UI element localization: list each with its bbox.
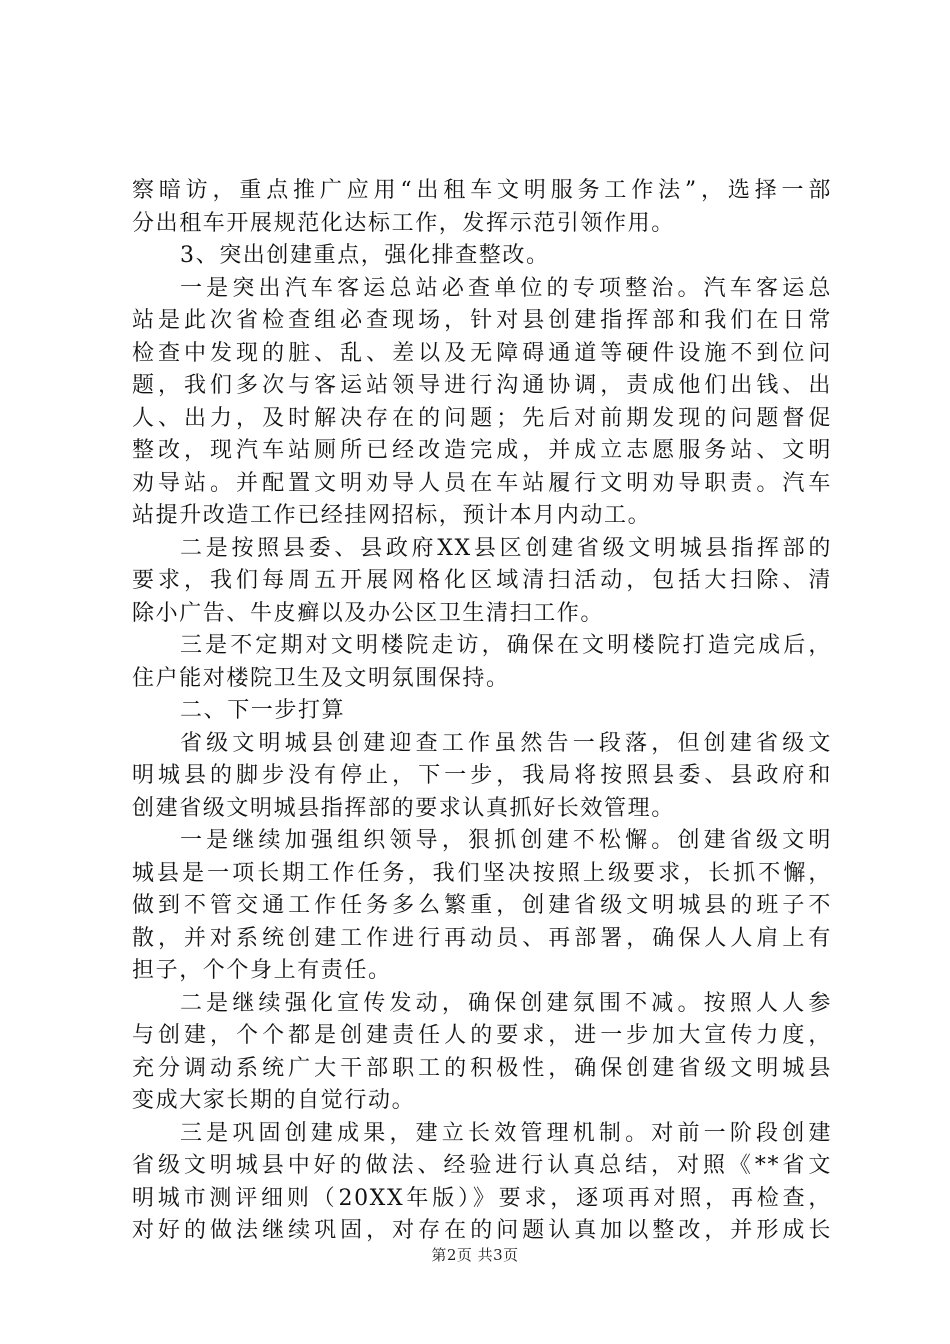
text-line: 整改，现汽车站厕所已经改造完成，并成立志愿服务站、文明 <box>132 438 832 463</box>
text-line: 检查中发现的脏、乱、差以及无障碍通道等硬件设施不到位问 <box>132 340 832 366</box>
text-line: 要求，我们每周五开展网格化区域清扫活动，包括大扫除、清 <box>132 568 832 593</box>
text-line: 担子，个个身上有责任。 <box>132 958 392 983</box>
text-line: 察暗访，重点推广应用“出租车文明服务工作法”，选择一部 <box>132 178 832 203</box>
text-line: 劝导站。并配置文明劝导人员在车站履行文明劝导职责。汽车 <box>132 470 832 496</box>
text-line: 站是此次省检查组必查现场，针对县创建指挥部和我们在日常 <box>132 308 832 333</box>
text-line: 人、出力，及时解决存在的问题；先后对前期发现的问题督促 <box>132 405 832 431</box>
text-line: 省级文明城县创建迎查工作虽然告一段落，但创建省级文 <box>180 730 832 756</box>
text-line: 变成大家长期的自觉行动。 <box>132 1088 416 1113</box>
text-line: 一是继续加强组织领导，狠抓创建不松懈。创建省级文明 <box>180 828 832 853</box>
text-line: 散，并对系统创建工作进行再动员、再部署，确保人人肩上有 <box>132 925 832 951</box>
text-line: 与创建，个个都是创建责任人的要求，进一步加大宣传力度， <box>132 1023 832 1048</box>
text-line: 一是突出汽车客运总站必查单位的专项整治。汽车客运总 <box>180 275 832 301</box>
text-line: 三是不定期对文明楼院走访，确保在文明楼院打造完成后， <box>180 633 832 658</box>
text-line: 二是按照县委、县政府XX县区创建省级文明城县指挥部的 <box>180 535 832 561</box>
document-body <box>132 175 832 1248</box>
text-line: 三是巩固创建成果，建立长效管理机制。对前一阶段创建 <box>180 1120 832 1146</box>
text-line: 做到不管交通工作任务多么繁重，创建省级文明城县的班子不 <box>132 893 832 918</box>
text-line: 二是继续强化宣传发动，确保创建氛围不减。按照人人参 <box>180 990 832 1016</box>
text-line: 明城县的脚步没有停止，下一步，我局将按照县委、县政府和 <box>132 763 832 788</box>
section-heading: 3、突出创建重点，强化排查整改。 <box>180 243 550 268</box>
text-line: 城县是一项长期工作任务，我们坚决按照上级要求，长抓不懈， <box>132 860 832 886</box>
section-heading: 二、下一步打算 <box>180 698 346 723</box>
text-line: 站提升改造工作已经挂网招标，预计本月内动工。 <box>132 503 652 528</box>
text-line: 省级文明城县中好的做法、经验进行认真总结，对照《**省文 <box>132 1153 832 1178</box>
text-line: 对好的做法继续巩固，对存在的问题认真加以整改，并形成长 <box>132 1218 832 1243</box>
text-line: 题，我们多次与客运站领导进行沟通协调，责成他们出钱、出 <box>132 373 832 398</box>
text-line: 除小广告、牛皮癣以及办公区卫生清扫工作。 <box>132 600 605 626</box>
page-footer: 第2页 共3页 <box>431 1246 519 1264</box>
text-line: 分出租车开展规范化达标工作，发挥示范引领作用。 <box>132 210 675 236</box>
text-line: 明城市测评细则（20XX年版）》要求，逐项再对照，再检查， <box>132 1185 832 1211</box>
text-line: 创建省级文明城县指挥部的要求认真抓好长效管理。 <box>132 795 675 821</box>
text-line: 充分调动系统广大干部职工的积极性，确保创建省级文明城县 <box>132 1055 832 1081</box>
text-line: 住户能对楼院卫生及文明氛围保持。 <box>132 665 510 691</box>
